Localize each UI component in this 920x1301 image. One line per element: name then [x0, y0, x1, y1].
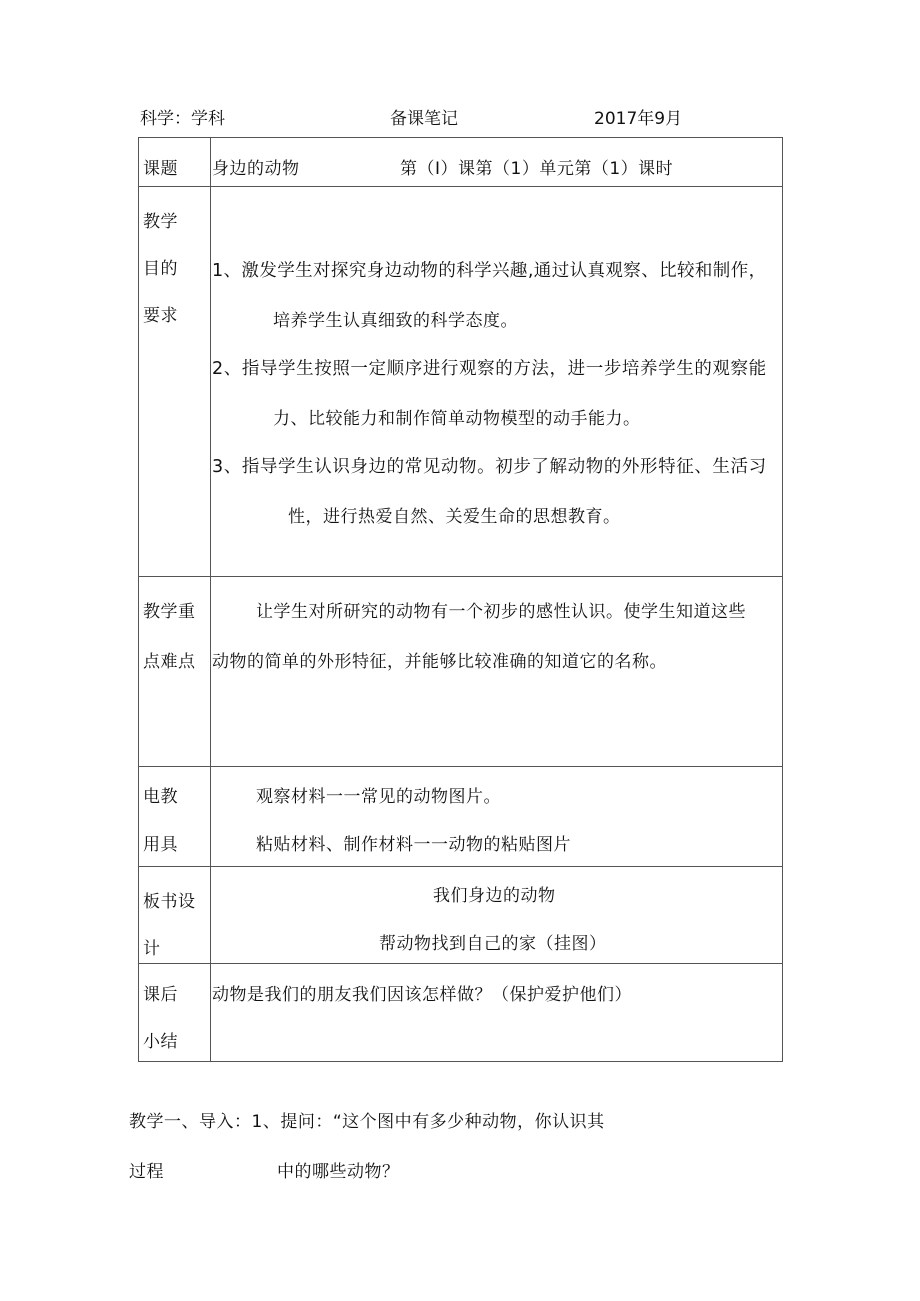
date-label: 2017年9月	[594, 109, 683, 129]
media-text-line: 观察材料一一常见的动物图片。	[256, 787, 501, 807]
column-divider	[210, 137, 211, 1062]
goals-label-line: 教学	[143, 212, 178, 232]
summary-label-line: 小结	[143, 1032, 178, 1052]
topic-value: 身边的动物	[212, 159, 300, 179]
focus-label-line: 点难点	[143, 652, 196, 672]
board-label-line: 板书设	[143, 892, 196, 912]
table-border-bottom	[138, 1061, 783, 1062]
table-border-top	[138, 137, 783, 138]
table-border-left	[138, 137, 139, 1062]
media-text-line: 粘贴材料、制作材料一一动物的粘贴图片	[256, 835, 571, 855]
goals-label-line: 目的	[143, 259, 178, 279]
summary-label-line: 课后	[143, 985, 178, 1005]
process-line: 中的哪些动物？	[277, 1162, 400, 1182]
summary-text: 动物是我们的朋友我们因该怎样做？（保护爱护他们）	[212, 985, 632, 1005]
process-label: 过程	[129, 1162, 164, 1182]
row-divider	[138, 766, 783, 767]
focus-text-line: 让学生对所研究的动物有一个初步的感性认识。使学生知道这些	[256, 602, 746, 622]
media-label-line: 用具	[143, 835, 178, 855]
row-divider	[138, 963, 783, 964]
table-border-right	[782, 137, 783, 1062]
goal-item-1-cont: 培养学生认真细致的科学态度。	[273, 311, 518, 331]
goal-item-3: 3、指导学生认识身边的常见动物。初步了解动物的外形特征、生活习	[212, 457, 767, 477]
page-title: 备课笔记	[390, 109, 458, 129]
goal-item-2: 2、指导学生按照一定顺序进行观察的方法，进一步培养学生的观察能	[212, 359, 767, 379]
row-divider	[138, 186, 783, 187]
goal-item-2-cont: 力、比较能力和制作简单动物模型的动手能力。	[273, 409, 641, 429]
row-divider	[138, 576, 783, 577]
board-text-line: 帮动物找到自己的家（挂图）	[379, 934, 607, 954]
lesson-position: 第（I）课第（1）单元第（1）课时	[400, 159, 674, 179]
process-line: 教学一、导入：1、提问：“这个图中有多少种动物，你认识其	[129, 1112, 605, 1132]
row-divider	[138, 866, 783, 867]
board-label-line: 计	[143, 939, 161, 959]
media-label-line: 电教	[143, 787, 178, 807]
board-text-line: 我们身边的动物	[433, 886, 556, 906]
goals-label-line: 要求	[143, 306, 178, 326]
focus-label-line: 教学重	[143, 602, 196, 622]
topic-label: 课题	[143, 159, 178, 179]
focus-text-line: 动物的简单的外形特征，并能够比较准确的知道它的名称。	[212, 652, 667, 672]
goal-item-3-cont: 性，进行热爱自然、关爱生命的思想教育。	[288, 507, 621, 527]
subject-label: 科学：学科	[140, 109, 225, 129]
goal-item-1: 1、激发学生对探究身边动物的科学兴趣,通过认真观察、比较和制作，	[212, 261, 767, 281]
